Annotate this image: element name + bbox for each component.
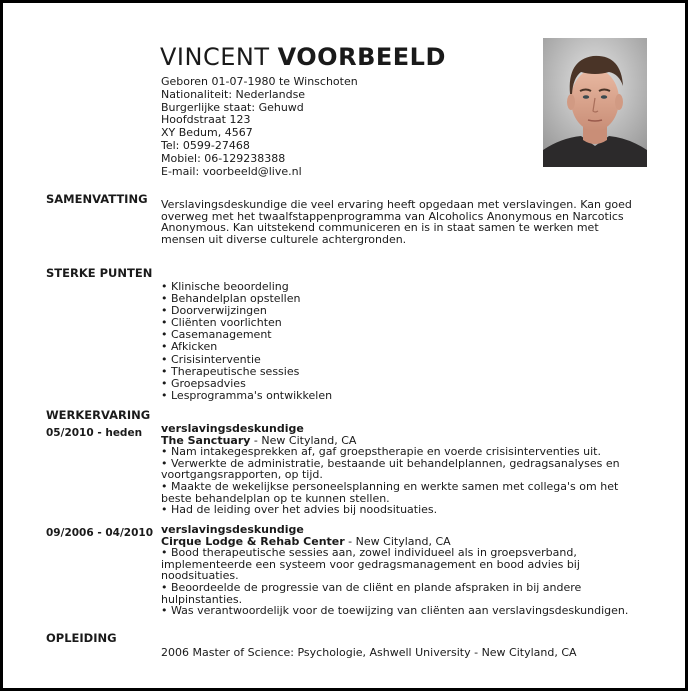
list-item: • Verwerkte de administratie, bestaande uit behandelplannen, gedragsanalyses en voortgangsrapporten, op tijd. (161, 458, 646, 481)
strengths-list (161, 281, 332, 402)
list-item: • Behandelplan opstellen (161, 293, 332, 305)
list-item: • Groepsadvies (161, 378, 332, 390)
list-item: • Beoordeelde de progressie van de cliënt en plande afspraken in bij andere hulpinstanties. (161, 582, 646, 605)
job-company: Cirque Lodge & Rehab Center (161, 534, 345, 548)
job-location: - New Cityland, CA (344, 534, 451, 548)
section-title-summary: SAMENVATTING (46, 192, 148, 206)
contact-details (161, 76, 358, 178)
contact-marital-status: Burgerlijke staat: Gehuwd (161, 100, 304, 114)
list-item: • Afkicken (161, 341, 332, 353)
last-name: VOORBEELD (277, 43, 446, 71)
job-role: verslavingsdeskundige (161, 422, 304, 435)
job-role: verslavingsdeskundige (161, 523, 304, 536)
contact-email: E-mail: voorbeeld@live.nl (161, 164, 302, 178)
job-dates: 05/2010 - heden (46, 427, 143, 439)
job-company: The Sanctuary (161, 433, 251, 447)
section-title-experience: WERKERVARING (46, 408, 151, 422)
contact-birth: Geboren 01-07-1980 te Winschoten (161, 75, 358, 88)
list-item: • Maakte de wekelijkse personeelsplanning en werkte samen met collega's om het beste behandelplan op te kunnen stellen. (161, 481, 646, 504)
contact-nationality: Nationaliteit: Nederlandse (161, 87, 306, 101)
portrait-illustration (543, 38, 647, 167)
list-item: • Klinische beoordeling (161, 281, 332, 293)
job-bullets (161, 446, 646, 516)
list-item: • Was verantwoordelijk voor de toewijzing van cliënten aan verslavingsdeskundigen. (161, 605, 646, 617)
list-item: • Therapeutische sessies (161, 366, 332, 378)
contact-mobile: Mobiel: 06-129238388 (161, 151, 286, 165)
job-dates: 09/2006 - 04/2010 (46, 527, 154, 539)
list-item: • Crisisinterventie (161, 354, 332, 366)
job-location: - New Cityland, CA (250, 433, 357, 447)
contact-phone: Tel: 0599-27468 (161, 138, 250, 152)
contact-city: XY Bedum, 4567 (161, 126, 253, 140)
list-item: • Doorverwijzingen (161, 305, 332, 317)
education-entry: 2006 Master of Science: Psychologie, Ashwell University - New Cityland, CA (161, 646, 577, 659)
job-entry (161, 524, 646, 617)
list-item: • Casemanagement (161, 329, 332, 341)
list-item: • Cliënten voorlichten (161, 317, 332, 329)
list-item: • Lesprogramma's ontwikkelen (161, 390, 332, 402)
list-item: • Had de leiding over het advies bij noodsituaties. (161, 504, 646, 516)
contact-street: Hoofdstraat 123 (161, 113, 251, 127)
candidate-name (160, 43, 446, 71)
section-title-education: OPLEIDING (46, 631, 117, 645)
list-item: • Nam intakegesprekken af, gaf groepstherapie en voerde crisisinterventies uit. (161, 446, 646, 458)
job-bullets (161, 547, 646, 617)
first-name: VINCENT (160, 43, 270, 71)
summary-text: Verslavingsdeskundige die veel ervaring heeft opgedaan met verslavingen. Kan goed overweg met het twaalfstappenprogramma van Alcoholics Anonymous en Narcotics Anonymous. Kan uitstekend communiceren en is in staat samen te werken met mensen uit diverse culturele achtergronden. (161, 198, 632, 246)
job-entry (161, 423, 646, 516)
list-item: • Bood therapeutische sessies aan, zowel individueel als in groepsverband, implementeerde een systeem voor gedragsmanagement en bood advies bij noodsituaties. (161, 547, 646, 582)
profile-photo (543, 38, 647, 167)
section-title-strengths: STERKE PUNTEN (46, 266, 153, 280)
